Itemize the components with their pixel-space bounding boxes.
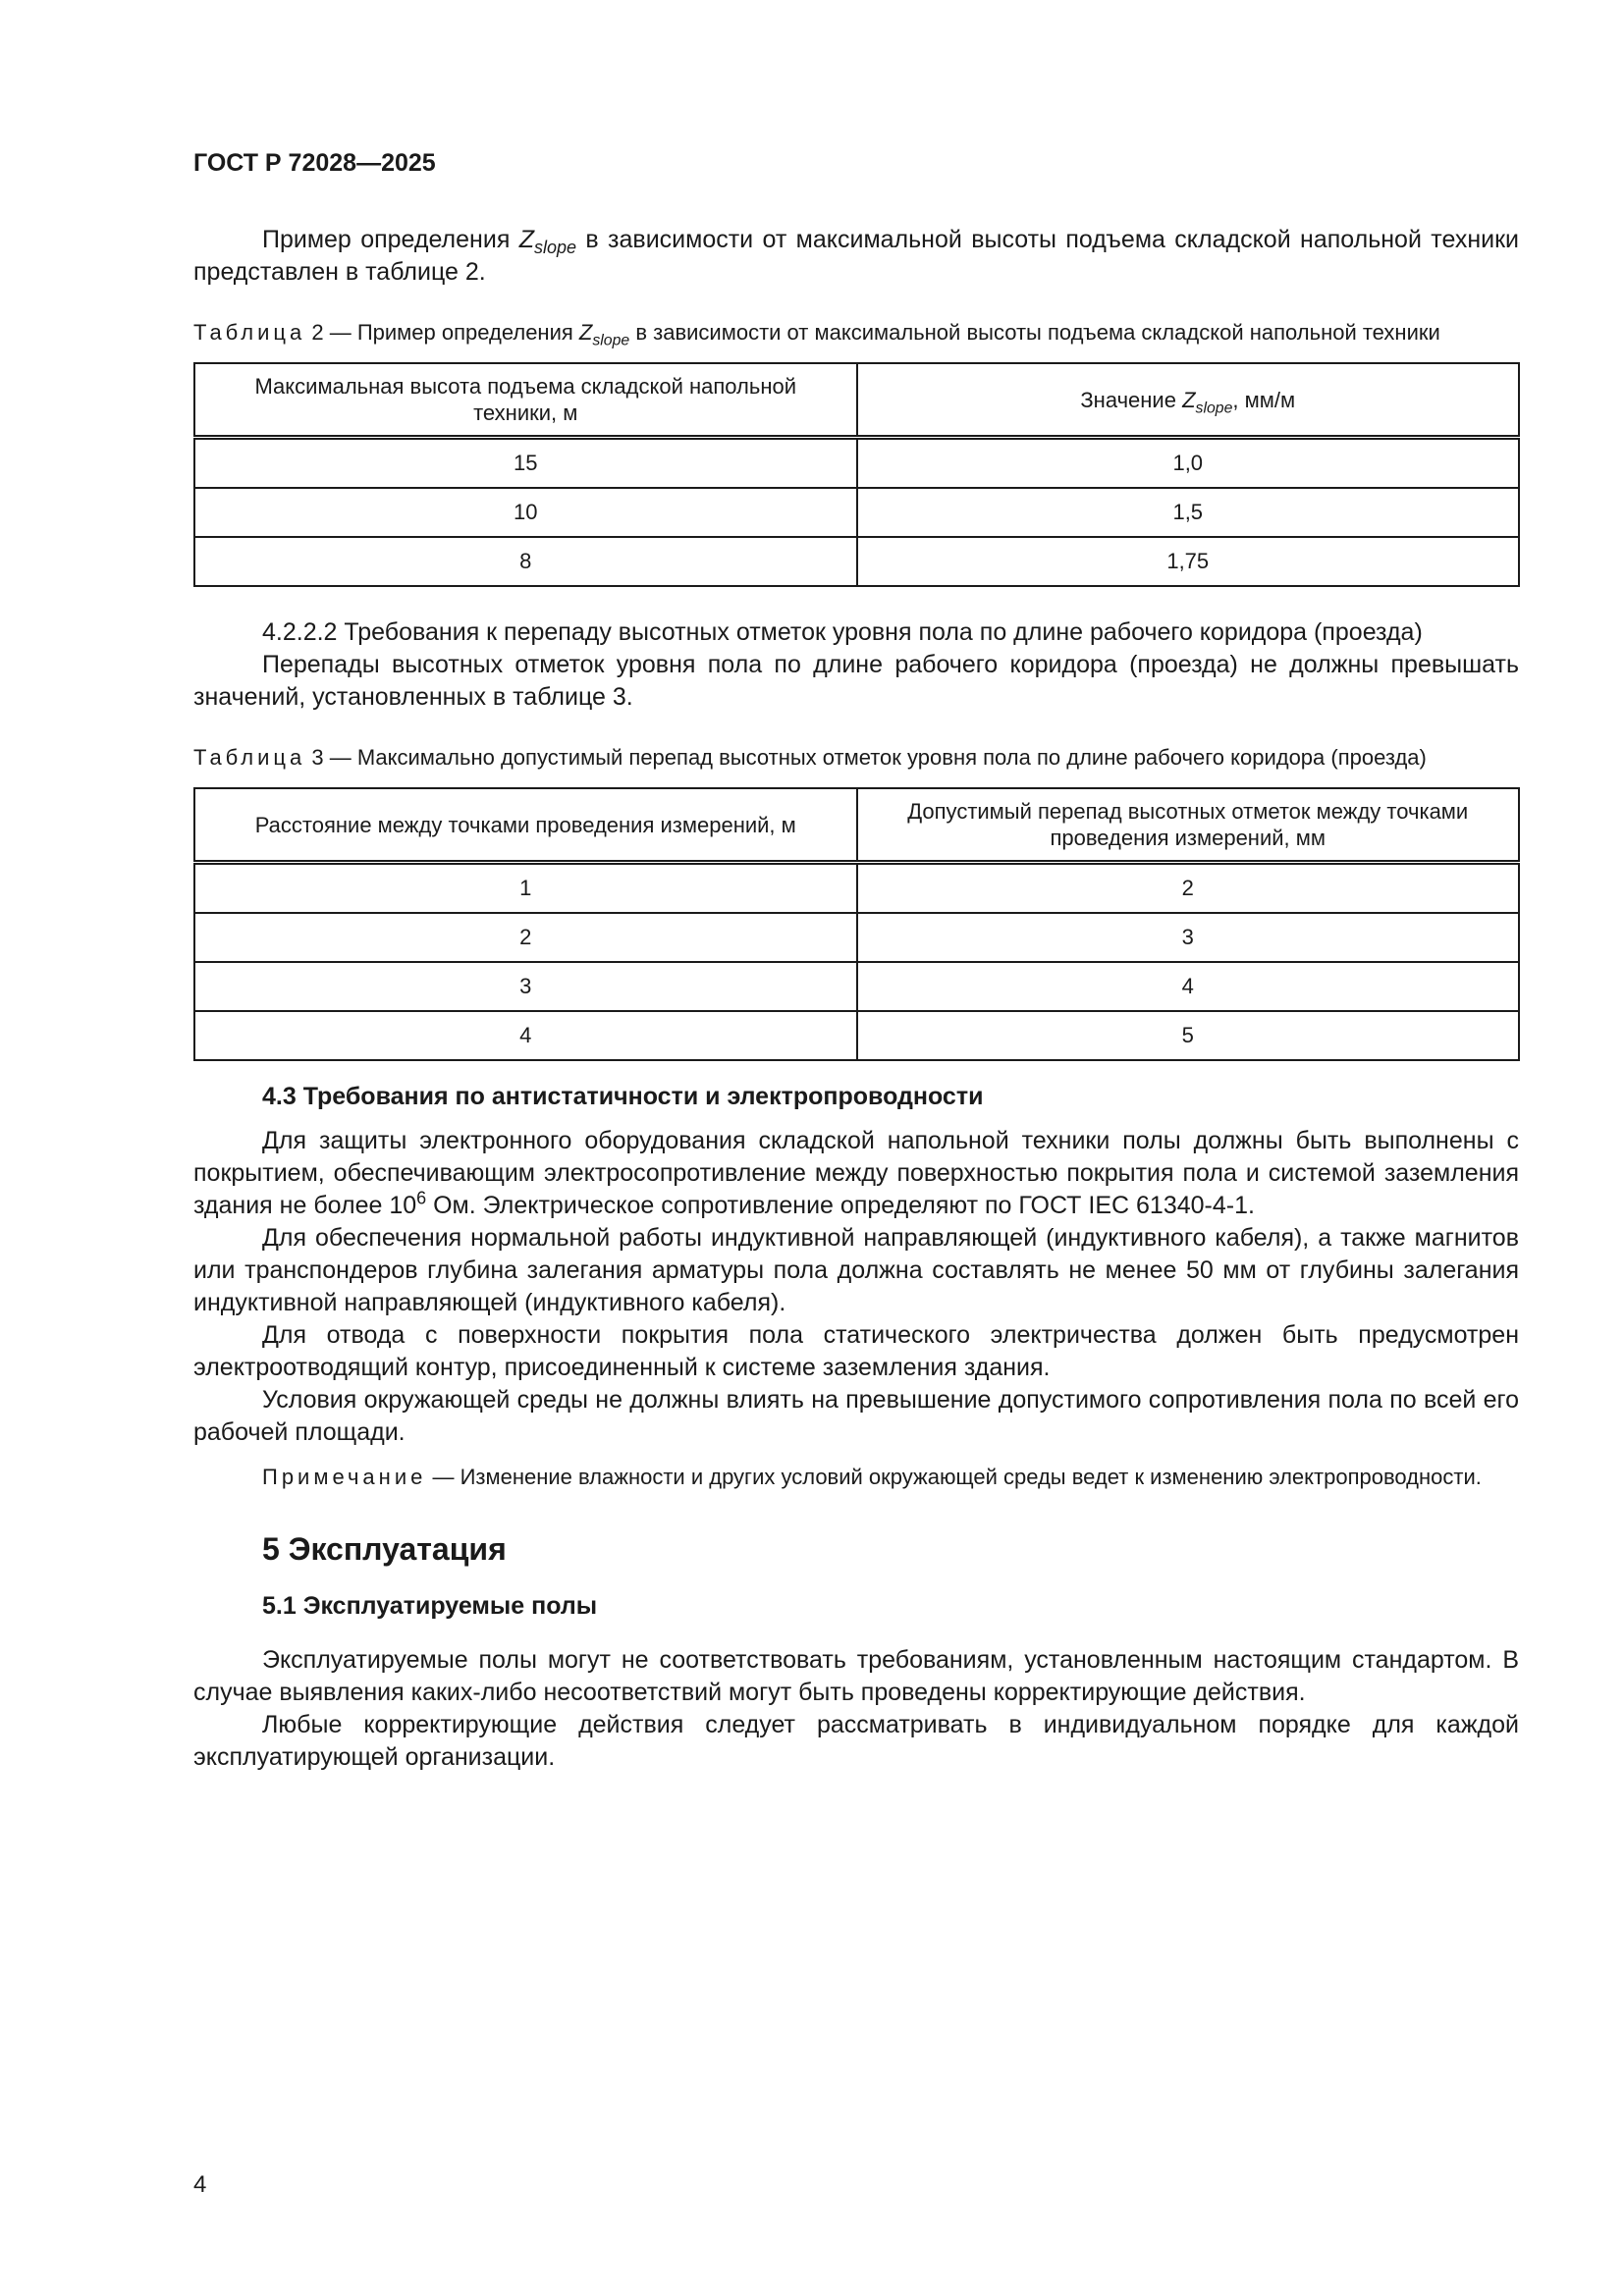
table-cell: 2: [194, 913, 857, 962]
section-5-1-paragraph-2: Любые корректирующие действия следует рассматривать в индивидуальном порядке для каждой эксплуатирующей организации.: [193, 1711, 1519, 1771]
table-cell: 1,0: [857, 438, 1520, 489]
section-4-3-paragraph-1: Для защиты электронного оборудования складской напольной техники полы должны быть выполнены с покрытием, обеспечивающим электросопротивление между поверхностью покрытия пола и системой заземления здания не более $10^6$ Ом. Электрическое сопротивление определяют по ГОСТ IEC 61340-4-1.: [193, 1127, 1519, 1219]
section-4-3-paragraph-3: Для отвода с поверхности покрытия пола статического электричества должен быть предусмотрен электроотводящий контур, присоединенный к системе заземления здания.: [193, 1321, 1519, 1381]
table-2: [193, 362, 1520, 587]
table-cell: 2: [857, 863, 1520, 914]
table-cell: 4: [857, 962, 1520, 1011]
table2-header-value: Значение $Z_{slope}$, мм/м: [857, 363, 1520, 438]
table2-header-height: Максимальная высота подъема складской напольной техники, м: [194, 363, 857, 438]
table-cell: 10: [194, 488, 857, 537]
table-row: [194, 488, 1519, 537]
section-4222-paragraph: Перепады высотных отметок уровня пола по длине рабочего коридора (проезда) не должны превышать значений, установленных в таблице 3.: [193, 651, 1519, 711]
table-cell: 5: [857, 1011, 1520, 1060]
table-cell: 1: [194, 863, 857, 914]
table3-header-tolerance: Допустимый перепад высотных отметок между точками проведения измерений, мм: [857, 788, 1520, 863]
table-row: [194, 438, 1519, 489]
section-5-heading: 5 Эксплуатация: [262, 1531, 507, 1567]
table3-header-distance: Расстояние между точками проведения измерений, м: [194, 788, 857, 863]
page-content: [193, 224, 1519, 1774]
table-cell: 1,5: [857, 488, 1520, 537]
table-3: [193, 787, 1520, 1061]
table2-caption: Таблица 2 — Пример определения $Z_{slope}$ в зависимости от максимальной высоты подъема складской напольной техники: [193, 320, 1440, 349]
section-5-1-heading: 5.1 Эксплуатируемые полы: [262, 1592, 598, 1620]
table-cell: 1,75: [857, 537, 1520, 586]
page-number: 4: [193, 2171, 207, 2198]
section-4222-title: 4.2.2.2 Требования к перепаду высотных отметок уровня пола по длине рабочего коридора (проезда): [262, 618, 1423, 646]
note: Примечание — Изменение влажности и других условий окружающей среды ведет к изменению электропроводности.: [262, 1465, 1482, 1489]
table-cell: 3: [194, 962, 857, 1011]
table-row: [194, 863, 1519, 914]
section-4-3-heading: 4.3 Требования по антистатичности и электропроводности: [262, 1083, 984, 1110]
table-row: [194, 913, 1519, 962]
table-cell: 3: [857, 913, 1520, 962]
table-row: [194, 537, 1519, 586]
table-row: [194, 1011, 1519, 1060]
table-cell: 4: [194, 1011, 857, 1060]
table-row: [194, 962, 1519, 1011]
section-5-1-paragraph-1: Эксплуатируемые полы могут не соответствовать требованиям, установленным настоящим стандартом. В случае выявления каких-либо несоответствий могут быть проведены корректирующие действия.: [193, 1646, 1519, 1706]
section-4-3-paragraph-4: Условия окружающей среды не должны влиять на превышение допустимого сопротивления пола по всей его рабочей площади.: [193, 1386, 1519, 1446]
document-id: ГОСТ Р 72028—2025: [193, 149, 436, 177]
table-cell: 15: [194, 438, 857, 489]
intro-paragraph: Пример определения $Z_{slope}$ в зависимости от максимальной высоты подъема складской напольной техники представлен в таблице 2.: [193, 226, 1519, 286]
table-cell: 8: [194, 537, 857, 586]
section-4-3-paragraph-2: Для обеспечения нормальной работы индуктивной направляющей (индуктивного кабеля), а также магнитов или транспондеров глубина залегания арматуры пола должна составлять не менее 50 мм от глубины залегания индуктивной направляющей (индуктивного кабеля).: [193, 1224, 1519, 1316]
table3-caption: Таблица 3 — Максимально допустимый перепад высотных отметок уровня пола по длине рабочего коридора (проезда): [193, 745, 1427, 770]
